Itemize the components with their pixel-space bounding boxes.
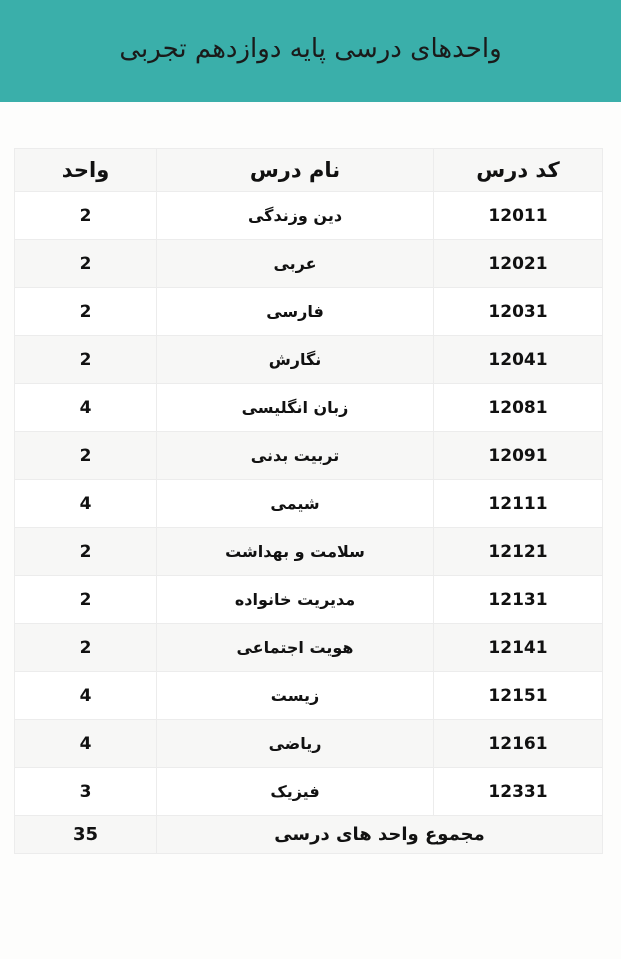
total-row — [15, 816, 603, 854]
course-units: 4 — [15, 384, 157, 432]
table-row — [15, 768, 603, 816]
table-row — [15, 576, 603, 624]
course-name: نگارش — [157, 336, 434, 384]
course-code: 12031 — [434, 288, 603, 336]
course-code: 12021 — [434, 240, 603, 288]
course-code: 12131 — [434, 576, 603, 624]
course-code: 12121 — [434, 528, 603, 576]
total-label: مجموع واحد های درسی — [157, 816, 603, 854]
course-code: 12151 — [434, 672, 603, 720]
course-name: فیزیک — [157, 768, 434, 816]
course-name: ریاضی — [157, 720, 434, 768]
course-code: 12161 — [434, 720, 603, 768]
course-units: 3 — [15, 768, 157, 816]
course-code: 12331 — [434, 768, 603, 816]
course-code: 12081 — [434, 384, 603, 432]
total-value: 35 — [15, 816, 157, 854]
table-row — [15, 288, 603, 336]
course-name: تربیت بدنی — [157, 432, 434, 480]
course-name: سلامت و بهداشت — [157, 528, 434, 576]
table-row — [15, 384, 603, 432]
table-row — [15, 240, 603, 288]
course-units: 2 — [15, 528, 157, 576]
course-units: 2 — [15, 576, 157, 624]
course-units: 2 — [15, 336, 157, 384]
course-code: 12011 — [434, 192, 603, 240]
course-name: زبان انگلیسی — [157, 384, 434, 432]
column-header-name: نام درس — [157, 149, 434, 192]
course-units-table-container — [15, 148, 603, 854]
course-units: 2 — [15, 624, 157, 672]
table-row — [15, 672, 603, 720]
course-units-table — [14, 148, 603, 854]
table-row — [15, 720, 603, 768]
table-body — [15, 192, 603, 854]
course-name: هویت اجتماعی — [157, 624, 434, 672]
table-row — [15, 336, 603, 384]
course-units: 2 — [15, 288, 157, 336]
course-units: 4 — [15, 480, 157, 528]
column-header-units: واحد — [15, 149, 157, 192]
course-name: دین وزندگی — [157, 192, 434, 240]
table-row — [15, 480, 603, 528]
course-units: 4 — [15, 672, 157, 720]
course-code: 12091 — [434, 432, 603, 480]
table-row — [15, 624, 603, 672]
table-header-row — [15, 149, 603, 192]
course-name: عربی — [157, 240, 434, 288]
course-name: شیمی — [157, 480, 434, 528]
course-code: 12141 — [434, 624, 603, 672]
table-row — [15, 192, 603, 240]
course-name: فارسی — [157, 288, 434, 336]
course-units: 2 — [15, 192, 157, 240]
table-row — [15, 528, 603, 576]
course-code: 12111 — [434, 480, 603, 528]
course-name: زیست — [157, 672, 434, 720]
header-bar — [0, 0, 621, 102]
table-row — [15, 432, 603, 480]
page-title: واحدهای درسی پایه دوازدهم تجربی — [119, 34, 502, 64]
course-units: 2 — [15, 240, 157, 288]
course-units: 4 — [15, 720, 157, 768]
course-units: 2 — [15, 432, 157, 480]
course-code: 12041 — [434, 336, 603, 384]
column-header-code: کد درس — [434, 149, 603, 192]
course-name: مدیریت خانواده — [157, 576, 434, 624]
